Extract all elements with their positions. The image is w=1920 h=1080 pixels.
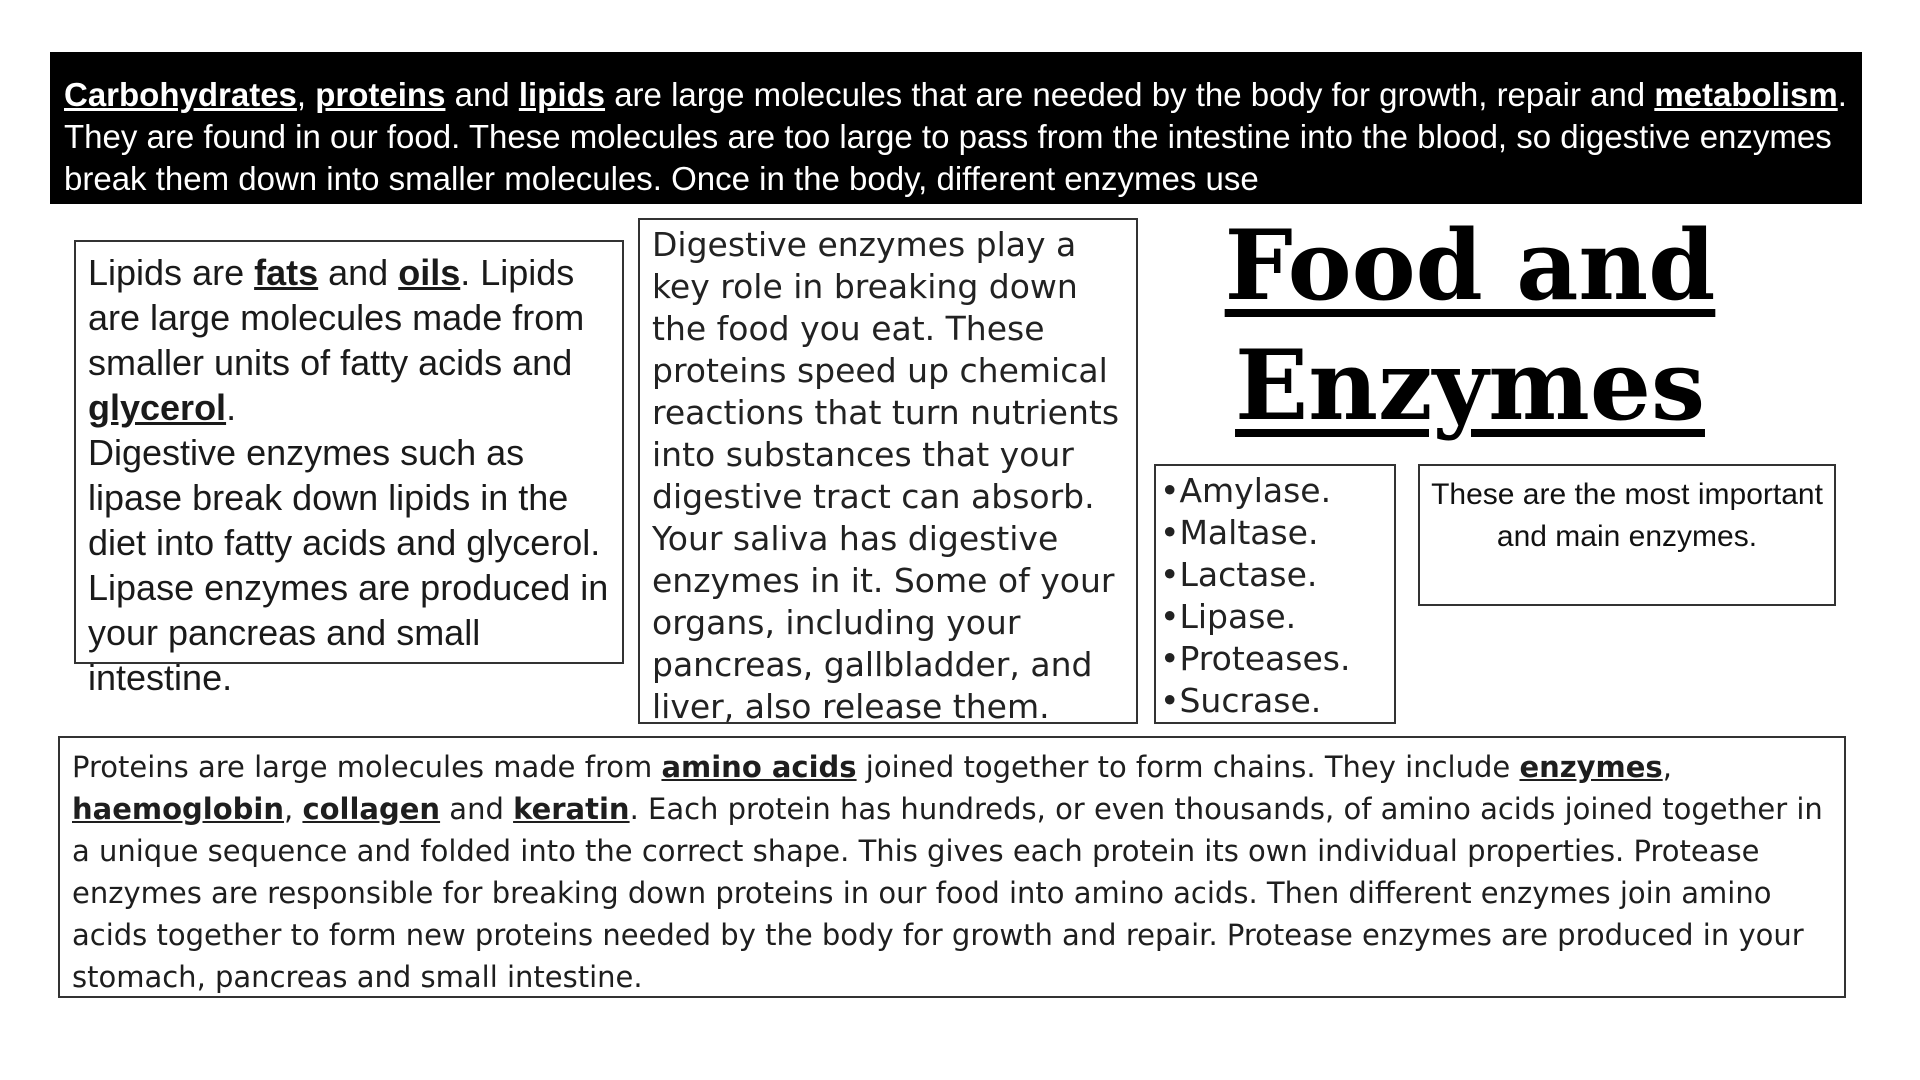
keyword-glycerol: glycerol [88,387,227,428]
banner-text: . They are found in our food. These molecules are too large to pass from the intestine into the blood, so digestive enzymes break them down into smaller molecules. Once in the body, different enzymes use [64,76,1847,197]
proteins-text: and [440,792,514,826]
digestive-enzymes-text: Digestive enzymes play a key role in breaking down the food you eat. These proteins speed up chemical reactions that turn nutrients into substances that your digestive tract can absorb. Your saliva has digestive enzymes in it. Some of your organs, including your pancreas, gallbladder, and liver, also release them. [652,225,1120,726]
lipids-text: . Lipids are large molecules made from smaller units of fatty acids and [88,252,585,383]
lipids-text: . [226,387,237,428]
lipids-text-box [74,240,624,698]
proteins-text: Proteins are large molecules made from [72,750,662,784]
list-item: •Lipase. [1160,597,1297,636]
keyword-proteins: proteins [315,76,446,113]
lipids-text: and [318,252,399,293]
title-line-1: Food and [1224,209,1716,322]
intro-banner [50,52,1862,204]
list-item: •Sucrase. [1160,681,1322,720]
banner-text: and [445,76,519,113]
list-item: •Proteases. [1160,639,1351,678]
page-title [1160,206,1780,446]
keyword-carbohydrates: Carbohydrates [64,76,297,113]
keyword-fats: fats [254,252,319,293]
title-line-2: Enzymes [1235,329,1705,442]
keyword-oils: oils [398,252,461,293]
keyword-haemoglobin: haemoglobin [72,792,284,826]
keyword-lipids: lipids [518,76,606,113]
enzymes-note-box [1418,464,1836,606]
keyword-metabolism: metabolism [1654,76,1838,113]
proteins-text: . Each protein has hundreds, or even thousands, of amino acids joined together in a unique sequence and folded into the correct shape. This gives each protein its own individual properties. Protease enzymes are responsible for breaking down proteins in our food into amino acids. Then different enzymes join amino acids together to form new proteins needed by the body for growth and repair. Protease enzymes are produced in your stomach, pancreas and small intestine. [72,792,1823,994]
lipids-text: Lipids are [88,252,255,293]
banner-text: are large molecules that are needed by the body for growth, repair and [605,76,1655,113]
enzymes-note-text: These are the most important and main enzymes. [1431,478,1823,553]
keyword-collagen: collagen [302,792,441,826]
keyword-keratin: keratin [513,792,630,826]
list-item: •Amylase. [1160,471,1332,510]
proteins-text: joined together to form chains. They include [856,750,1520,784]
enzyme-list [1154,464,1396,724]
list-item: •Maltase. [1160,513,1319,552]
keyword-enzymes: enzymes [1519,750,1663,784]
proteins-text: , [1662,750,1672,784]
proteins-text-box [58,736,1846,998]
lipids-paragraph-2: Digestive enzymes such as lipase break down lipids in the diet into fatty acids and glycerol. Lipase enzymes are produced in your pancreas and small intestine. [88,432,609,698]
keyword-amino-acids: amino acids [661,750,857,784]
digestive-enzymes-box [638,218,1138,724]
banner-text: , [296,76,316,113]
proteins-text: , [284,792,303,826]
banner-corner-tab [1832,52,1854,70]
list-item: •Lactase. [1160,555,1318,594]
